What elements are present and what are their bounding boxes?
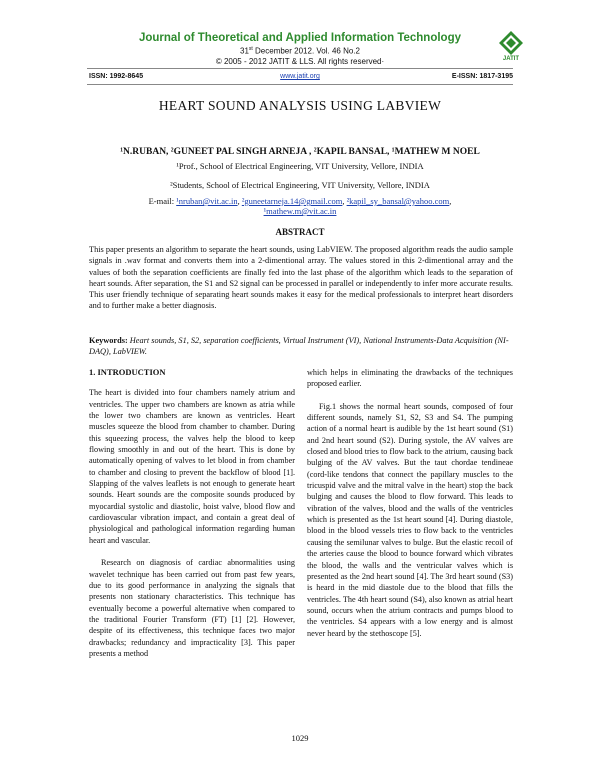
eissn: E-ISSN: 1817-3195 [451, 73, 513, 80]
abstract-heading: ABSTRACT [275, 227, 325, 237]
keywords-label: Keywords: [89, 336, 128, 345]
paragraph: which helps in eliminating the drawbacks of the techniques proposed earlier. [307, 368, 513, 389]
jatit-logo-icon [498, 30, 524, 56]
paragraph: Research on diagnosis of cardiac abnormalities using wavelet technique has been carried out from past few years, due to its good performance in analyzing the signals that presents non stationary characteristics. This technique has eventually become a powerful alternative when compared to the traditional Fourier Transform (FT) [1] [2]. However, despite of its effectiveness, this technique faces two major drawbacks; redundancy and impracticality [3]. This paper presents a method [89, 558, 295, 658]
right-column [307, 367, 513, 639]
keywords [89, 335, 513, 358]
email-line-2 [0, 206, 600, 216]
paragraph: The heart is divided into four chambers namely atrium and ventricles. The upper two chambers are known as atria while the lower two chambers are known as ventricles. Heart muscles squeeze the blood from chamber to chamber. During this squeezing process, the valves help the blood to keep flowing smoothly in and out of the heart. This is done by automatically opening of valves to let blood in from chamber to chamber and closing to prevent the backflow of blood [1]. Slapping of the valves leaflets is not enough to generate heart sounds. Heart sounds are the composite sounds produced by myocardial systolic and diastolic, hoist valve, blood flow and cardiovascular vibration impact, and contain a great deal of physiological and pathological information regarding human heart and vascular. [89, 388, 295, 545]
issn: ISSN: 1992-8645 [89, 73, 144, 80]
left-column [89, 367, 295, 659]
email-link[interactable]: ¹nruban@vit.ac.in [176, 196, 238, 206]
page-number: 1029 [291, 733, 309, 743]
journal-website-link[interactable]: www.jatit.org [280, 73, 320, 80]
journal-issue-date: 31st December 2012. Vol. 46 No.2 [240, 46, 360, 56]
authors: ¹N.RUBAN, ²GUNEET PAL SINGH ARNEJA , ²KAPIL BANSAL, ¹MATHEW M NOEL [120, 147, 480, 157]
journal-copyright: © 2005 - 2012 JATIT & LLS. All rights reserved· [215, 57, 385, 66]
logo-text: JATIT [502, 56, 520, 62]
email-line: E-mail: ¹nruban@vit.ac.in, ²guneetarneja.14@gmail.com, ²kapil_sy_bansal@yahoo.com, [148, 196, 452, 206]
affiliation-1: ¹Prof., School of Electrical Engineering, VIT University, Vellore, INDIA [176, 161, 424, 171]
header-rule-bottom [87, 84, 513, 85]
keywords-list: Heart sounds, S1, S2, separation coefficients, Virtual Instrument (VI), National Instruments-Data Acquisition (NI-DAQ), LabVIEW. [89, 336, 509, 357]
email-link[interactable]: ¹mathew.m@vit.ac.in [263, 206, 337, 216]
header-rule-top [87, 68, 513, 69]
section-heading: 1. INTRODUCTION [89, 367, 166, 377]
journal-title: Journal of Theoretical and Applied Information Technology [138, 32, 462, 44]
email-link[interactable]: ²guneetarneja.14@gmail.com [241, 196, 343, 206]
affiliation-2: ²Students, School of Electrical Engineering, VIT University, Vellore, INDIA [170, 180, 430, 190]
abstract-text: This paper presents an algorithm to separate the heart sounds, using LabVIEW. The proposed algorithm reads the audio sample signals in .wav format and converts them into a 2-dimentional array. The values stored in this 2-dimentional array and the values of both the separation coefficients are finally fed into the last phase of the algorithm which leads to the separation of heart sounds. After separation, the S1 and S2 signal can be processed in parallel or independently to infer more accurate results. This user friendly technique of separating heart sounds makes it easy for the medical professionals to interpret heart disorders and to further make a better diagnosis. [89, 245, 513, 311]
paper-title: HEART SOUND ANALYSIS USING LABVIEW [158, 98, 442, 113]
email-link[interactable]: ²kapil_sy_bansal@yahoo.com [346, 196, 450, 206]
paragraph: Fig.1 shows the normal heart sounds, composed of four different sounds, namely S1, S2, S3 and S4. The pumping action of a normal heart is audible by the 1st heart sound (S1) and 2nd heart sound (S2). During systole, the AV valves are closed and blood tries to flow back to the atrium, causing back bulging of the AV valves. But the taut chordae tendineae (cord-like tendons that connect the papillary muscles to the tricuspid valve and the mitral valve in the heart) stop the back bulging and causes the blood to flow forward. This leads to vibration of the valves, blood and the walls of the ventricles which is presented as the 1st heart sound [4]. During diastole, blood in the blood vessels tries to flow back to the ventricles causing the semilunar valves to bulge. But the elastic recoil of the arteries cause the blood to bounce forward which vibrates the blood, the walls and the ventricular valves which is presented as the 2nd heart sound [4]. The 3rd heart sound (S3) is heard in the mid diastole due to the blood that fills the ventricles. The 4th heart sound (S4), also known as atrial heart sound, occurs when the atrium contracts and pumps blood to the ventricles. S4 appears with a low energy and is almost never heard by the stethoscope [5]. [307, 401, 513, 638]
